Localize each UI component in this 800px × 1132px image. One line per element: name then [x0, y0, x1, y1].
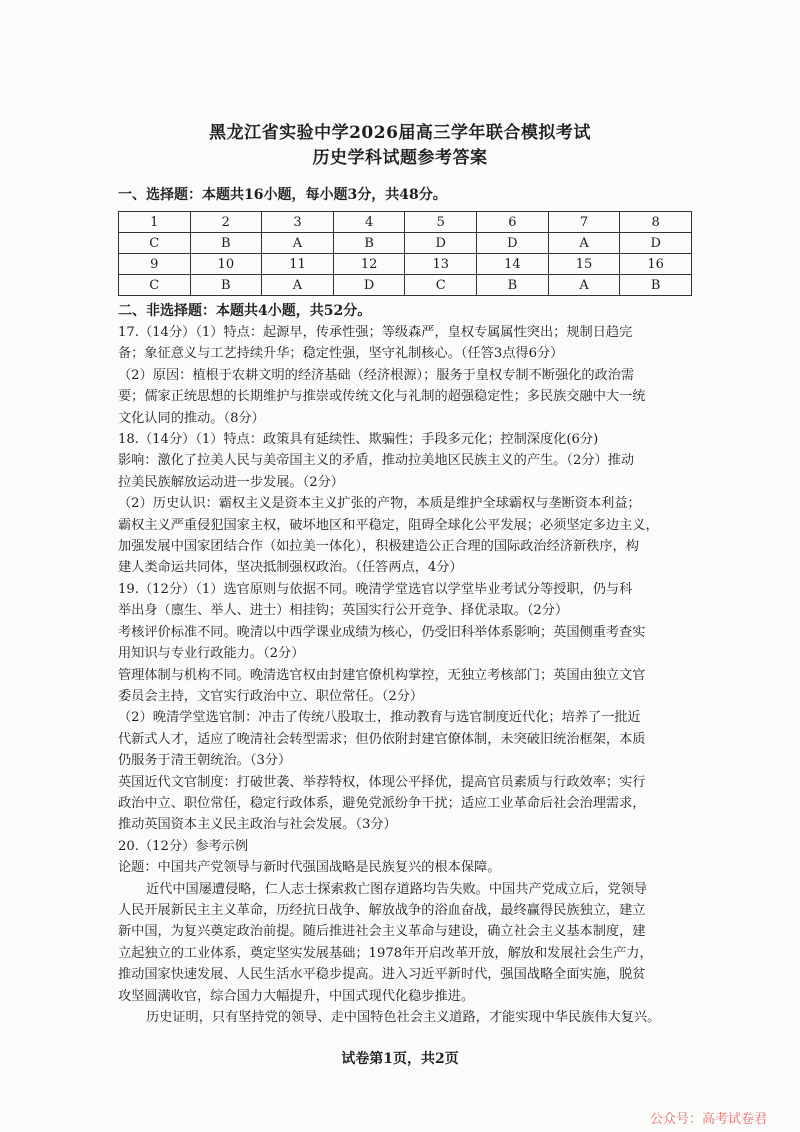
table-row	[119, 254, 692, 275]
table-cell: 6	[477, 212, 549, 233]
text-line: 推动国家快速发展、人民生活水平稳步提高。进入习近平新时代，强国战略全面实施，脱贫	[118, 967, 646, 983]
table-cell: C	[405, 275, 477, 296]
text-line: 新中国，为复兴奠定政治前提。随后推进社会主义革命与建设，确立社会主义基本制度，建	[118, 924, 646, 940]
text-line: 立起独立的工业体系，奠定坚实发展基础；1978年开启改革开放，解放和发展社会生产力，	[118, 945, 653, 961]
text-line: 19.（12分）（1）选官原则与依据不同。晚清学堂选官以学堂毕业考试分等授职，仍与科	[118, 581, 633, 597]
table-cell: D	[620, 233, 692, 254]
table-cell: B	[190, 233, 262, 254]
table-cell: 13	[405, 254, 477, 275]
table-cell: A	[262, 275, 334, 296]
table-cell: A	[262, 233, 334, 254]
answer-body	[118, 322, 696, 1028]
text-line: 英国近代文官制度：打破世袭、举荐特权，体现公平择优，提高官员素质与行政效率；实行	[118, 774, 646, 790]
text-line: 代新式人才，适应了晚清社会转型需求；但仍依附封建官僚体制，未突破旧统治框架，本质	[118, 731, 646, 747]
table-cell: 14	[477, 254, 549, 275]
text-line: 备；象征意义与工艺持续升华；稳定性强，坚守礼制核心。（任答3点得6分）	[118, 346, 564, 362]
table-cell: 11	[262, 254, 334, 275]
table-cell: 2	[190, 212, 262, 233]
text-line: 17.（14分）（1）特点：起源早，传承性强；等级森严，皇权专属属性突出；规制日趋完	[118, 325, 633, 340]
table-cell: A	[548, 275, 620, 296]
text-line: 加强发展中国家团结合作（如拉美一体化），积极建造公正合理的国际政治经济新秩序，构	[118, 539, 639, 555]
text-line: 推动英国资本主义民主政治与社会发展。（3分）	[118, 817, 397, 833]
table-cell: 4	[333, 212, 405, 233]
text-line: 人民开展新民主主义革命，历经抗日战争、解放战争的浴血奋战，最终赢得民族独立，建立	[118, 902, 646, 918]
page-footer: 试卷第1页，共2页	[341, 1051, 459, 1067]
table-cell: 3	[262, 212, 334, 233]
table-cell: B	[620, 275, 692, 296]
table-cell: 10	[190, 254, 262, 275]
text-line: 霸权主义严重侵犯国家主权，破坏地区和平稳定，阻碍全球化公平发展；必须坚定多边主义，	[118, 517, 659, 533]
watermark: 公众号：高考试卷君	[650, 1112, 768, 1127]
text-line: （2）晚清学堂选官制：冲击了传统八股取士，推动教育与选官制度近代化；培养了一批近	[118, 710, 641, 726]
table-cell: D	[333, 275, 405, 296]
text-line: 管理体制与机构不同。晚清选官权由封建官僚机构掌控，无独立考核部门；英国由独立文官	[118, 667, 646, 683]
text-line: （2）原因：植根于农耕文明的经济基础（经济根源）；服务于皇权专制不断强化的政治需	[118, 367, 635, 383]
text-line: 委员会主持，文官实行政治中立、职位常任。（2分）	[118, 688, 424, 704]
text-line: 18.（14分）（1）特点：政策具有延续性、欺骗性；手段多元化；控制深度化(6分)	[118, 432, 599, 448]
table-cell: 8	[620, 212, 692, 233]
table-cell: C	[119, 233, 191, 254]
text-line: 攻坚圆满收官，综合国力大幅提升，中国式现代化稳步推进。	[118, 988, 475, 1004]
table-row	[119, 212, 692, 233]
table-cell: C	[119, 275, 191, 296]
table-cell: 16	[620, 254, 692, 275]
table-row	[119, 275, 692, 296]
text-line: （2）历史认识：霸权主义是资本主义扩张的产物，本质是维护全球霸权与垄断资本利益；	[118, 496, 641, 512]
section-heading-choice: 一、选择题：本题共16小题，每小题3分，共48分。	[118, 187, 447, 203]
table-cell: 12	[333, 254, 405, 275]
text-line: 政治中立、职位常任，稳定行政体系，避免党派纷争干扰；适应工业革命后社会治理需求，	[118, 795, 646, 811]
text-line: 近代中国屡遭侵略，仁人志士探索救亡图存道路均告失败。中国共产党成立后，党领导	[146, 881, 648, 897]
table-cell: B	[477, 275, 549, 296]
table-cell: 1	[119, 212, 191, 233]
text-line: 用知识与专业行政能力。（2分）	[118, 646, 305, 662]
table-cell: B	[333, 233, 405, 254]
text-line: 建人类命运共同体，坚决抵制强权政治。（任答两点，4分）	[118, 560, 463, 576]
table-cell: 15	[548, 254, 620, 275]
table-cell: 5	[405, 212, 477, 233]
text-line: 历史证明，只有坚持党的领导、走中国特色社会主义道路，才能实现中华民族伟大复兴。	[146, 1010, 661, 1025]
text-line: 要；儒家正统思想的长期维护与推崇或传统文化与礼制的超强稳定性；多民族交融中大一统	[118, 389, 646, 405]
table-row	[119, 233, 692, 254]
table-cell: B	[190, 275, 262, 296]
text-line: 仍服务于清王朝统治。（3分）	[118, 753, 292, 769]
text-line: 举出身（廪生、举人、进士）相挂钩；英国实行公开竞争、择优录取。（2分）	[118, 603, 569, 619]
text-line: 文化认同的推动。（8分）	[118, 410, 265, 426]
exam-subtitle: 历史学科试题参考答案	[312, 148, 488, 168]
answer-table	[118, 211, 692, 296]
exam-title: 黑龙江省实验中学2026届高三学年联合模拟考试	[209, 123, 591, 143]
text-line: 拉美民族解放运动进一步发展。（2分）	[118, 474, 344, 490]
text-line: 考核评价标准不同。晚清以中西学课业成绩为核心，仍受旧科举体系影响；英国侧重考查实	[118, 624, 646, 640]
table-cell: 9	[119, 254, 191, 275]
section-heading-essay: 二、非选择题：本题共4小题，共52分。	[118, 303, 372, 319]
table-cell: A	[548, 233, 620, 254]
table-cell: D	[477, 233, 549, 254]
table-cell: 7	[548, 212, 620, 233]
table-cell: D	[405, 233, 477, 254]
text-line: 影响：激化了拉美人民与美帝国主义的矛盾，推动拉美地区民族主义的产生。（2分）推动	[118, 453, 635, 469]
text-line: 论题：中国共产党领导与新时代强国战略是民族复兴的根本保障。	[118, 860, 501, 876]
text-line: 20.（12分）参考示例	[118, 838, 249, 854]
